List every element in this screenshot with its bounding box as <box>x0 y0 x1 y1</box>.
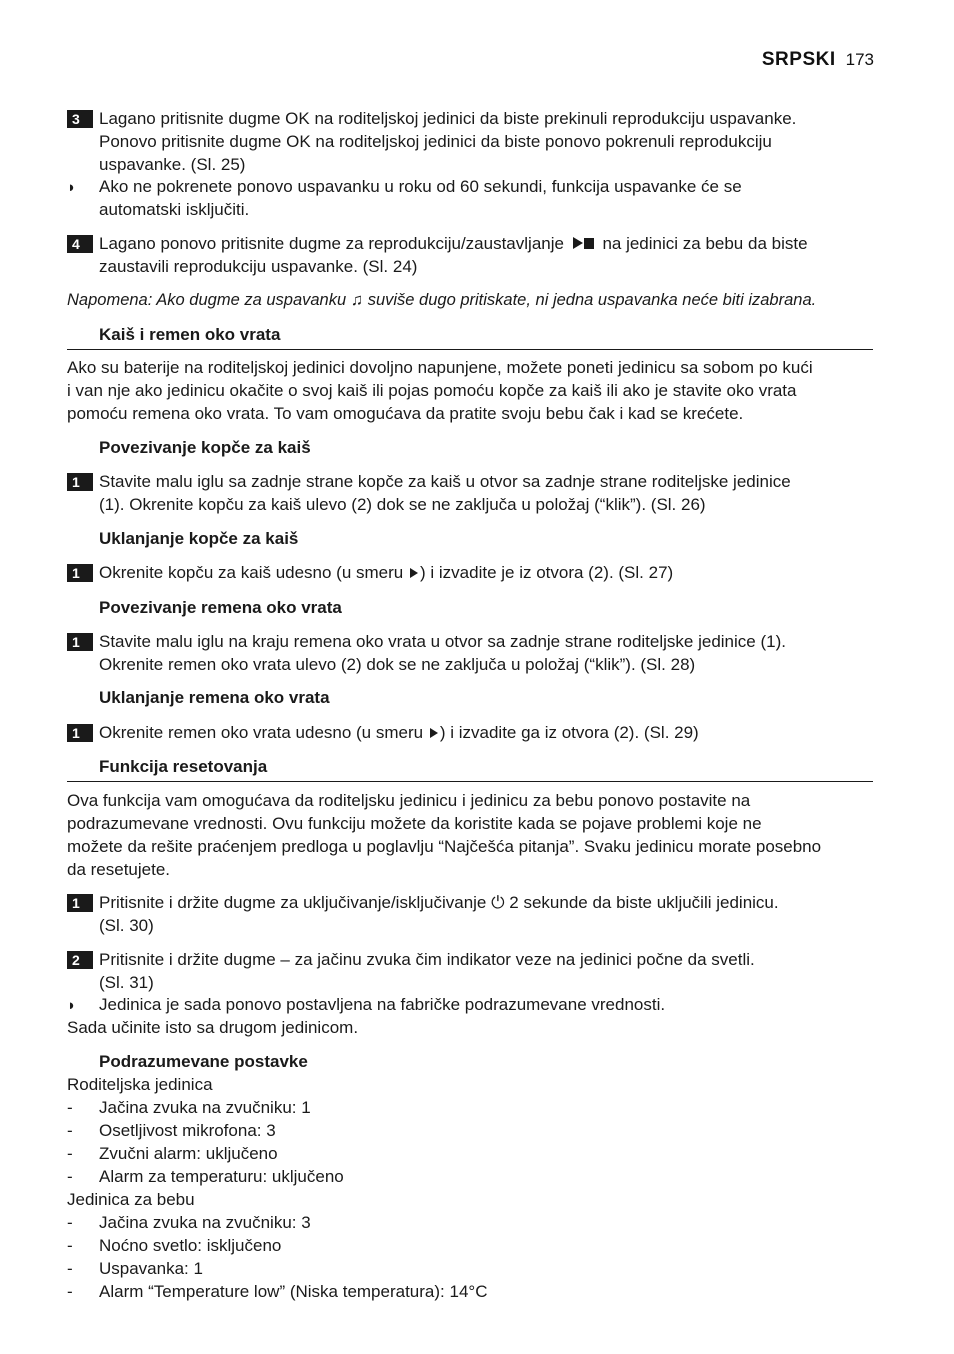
step-2 <box>67 948 905 994</box>
text-line <box>99 721 905 744</box>
list-item <box>67 1234 873 1257</box>
paragraph <box>67 356 873 425</box>
result-bullet <box>67 993 905 1016</box>
step-number: 1 <box>67 473 93 491</box>
dash-marker: - <box>67 1144 73 1163</box>
text-line: Ponovo pritisnite dugme OK na roditeljskoj jedinici da biste ponovo pokrenuli reprodukciju <box>99 132 772 151</box>
text-line: i van nje ako jedinicu okačite o svoj kaiš ili pojas pomoću kopče za kaiš ili ako je stavite oko vrata <box>67 381 797 400</box>
text-segment: na jedinici za bebu da biste <box>602 234 808 253</box>
text-line: pomoću remena oko vrata. To vam omogućava da pratite svoju bebu čak i kad se krećete. <box>67 404 744 423</box>
step-1 <box>67 470 905 516</box>
paragraph <box>67 789 873 881</box>
list-item-text: Noćno svetlo: isključeno <box>99 1236 282 1255</box>
list-item <box>67 1280 873 1303</box>
step-number: 1 <box>67 724 93 742</box>
text-line <box>99 561 905 584</box>
text-segment: ) i izvadite je iz otvora (2). (Sl. 27) <box>420 563 674 582</box>
text-segment: ) i izvadite ga iz otvora (2). (Sl. 29) <box>439 723 699 742</box>
play-icon <box>573 237 583 249</box>
list-item-text: Alarm za temperaturu: uključeno <box>99 1167 344 1186</box>
step-number: 1 <box>67 633 93 651</box>
subsection-heading: Uklanjanje remena oko vrata <box>99 688 330 707</box>
list-item-text: Jačina zvuka na zvučniku: 3 <box>99 1213 311 1232</box>
dash-marker: - <box>67 1282 73 1301</box>
subsection-heading: Podrazumevane postavke <box>99 1052 308 1071</box>
text-line <box>99 232 905 255</box>
list-item-text: Uspavanka: 1 <box>99 1259 203 1278</box>
step-1 <box>67 721 905 744</box>
dash-marker: - <box>67 1213 73 1232</box>
dash-marker: - <box>67 1167 73 1186</box>
arrow-right-icon <box>430 728 438 738</box>
step-1 <box>67 630 905 676</box>
dash-marker: - <box>67 1259 73 1278</box>
bullet-icon: ◗ <box>67 179 77 196</box>
text-segment: Okrenite remen oko vrata udesno (u smeru <box>99 723 424 742</box>
list-item <box>67 1142 873 1165</box>
step-3 <box>67 107 905 176</box>
list-item <box>67 1257 873 1280</box>
subsection-heading: Povezivanje kopče za kaiš <box>99 438 311 457</box>
paragraph: Sada učinite isto sa drugom jedinicom. <box>67 1018 359 1037</box>
section-heading: Funkcija resetovanja <box>67 755 873 782</box>
list-item <box>67 1165 873 1188</box>
text-line: Pritisnite i držite dugme – za jačinu zvuka čim indikator veze na jedinici počne da svetli. <box>99 950 755 969</box>
text-line: (1). Okrenite kopču za kaiš ulevo (2) dok se ne zaključa u položaj (“klik”). (Sl. 26) <box>99 495 706 514</box>
dash-marker: - <box>67 1236 73 1255</box>
text-segment: Lagano ponovo pritisnite dugme za reprodukciju/zaustavljanje <box>99 234 564 253</box>
text-line: Jedinica je sada ponovo postavljena na fabričke podrazumevane vrednosti. <box>99 995 666 1014</box>
step-number: 4 <box>67 235 93 253</box>
list-item-text: Alarm “Temperature low” (Niska temperatura): 14°C <box>99 1282 488 1301</box>
list-item <box>67 1119 873 1142</box>
text-line: Lagano pritisnite dugme OK na roditeljskoj jedinici da biste prekinuli reprodukciju uspavanke. <box>99 109 797 128</box>
text-line: možete da rešite praćenjem predloga u poglavlju “Najčešća pitanja”. Svaku jedinicu morate posebno <box>67 837 822 856</box>
page-header <box>762 49 874 71</box>
step-number: 1 <box>67 564 93 582</box>
bullet-icon: ◗ <box>67 997 77 1014</box>
subsection-heading: Povezivanje remena oko vrata <box>99 598 342 617</box>
stop-icon <box>584 238 594 249</box>
text-line: zaustavili reprodukciju uspavanke. (Sl. 24) <box>99 257 418 276</box>
section-heading: Kaiš i remen oko vrata <box>67 323 873 350</box>
defaults-list <box>67 1073 873 1303</box>
text-line: (Sl. 31) <box>99 973 154 992</box>
step-1 <box>67 561 905 584</box>
arrow-right-icon <box>410 568 418 578</box>
step-number: 2 <box>67 951 93 969</box>
dash-marker: - <box>67 1098 73 1117</box>
text-line: uspavanke. (Sl. 25) <box>99 155 246 174</box>
text-line: Stavite malu iglu na kraju remena oko vrata u otvor sa zadnje strane roditeljske jedinice (1). <box>99 632 786 651</box>
unit-label: Roditeljska jedinica <box>67 1075 213 1094</box>
language-label: SRPSKI <box>761 49 836 70</box>
text-line: automatski isključiti. <box>99 200 250 219</box>
text-line: (Sl. 30) <box>99 916 154 935</box>
text-line: Ako ne pokrenete ponovo uspavanku u roku od 60 sekundi, funkcija uspavanke će se <box>99 177 742 196</box>
unit-label: Jedinica za bebu <box>67 1190 195 1209</box>
text-line: Okrenite remen oko vrata ulevo (2) dok se ne zaključa u položaj (“klik”). (Sl. 28) <box>99 655 696 674</box>
list-item-text: Jačina zvuka na zvučniku: 1 <box>99 1098 311 1117</box>
page-number: 173 <box>845 50 874 69</box>
text-line: podrazumevane vrednosti. Ovu funkciju možete da koristite kada se pojave problemi koje ne <box>67 814 762 833</box>
step-number: 1 <box>67 894 93 912</box>
text-line: Ova funkcija vam omogućava da roditeljsku jedinicu i jedinicu za bebu ponovo postavite na <box>67 791 751 810</box>
text-segment: Okrenite kopču za kaiš udesno (u smeru <box>99 563 404 582</box>
text-line: Pritisnite i držite dugme za uključivanje/isključivanje ⏻ 2 sekunde da biste uključili jedinicu. <box>99 893 779 912</box>
step-1 <box>67 891 905 937</box>
list-item <box>67 1211 873 1234</box>
dash-marker: - <box>67 1121 73 1140</box>
list-item <box>67 1096 873 1119</box>
note: Napomena: Ako dugme za uspavanku ♫ suviše dugo pritiskate, ni jedna uspavanka neće biti izabrana. <box>67 291 817 309</box>
text-line: da resetujete. <box>67 860 171 879</box>
text-line: Stavite malu iglu sa zadnje strane kopče za kaiš u otvor sa zadnje strane roditeljske jedinice <box>99 472 791 491</box>
list-item-text: Zvučni alarm: uključeno <box>99 1144 278 1163</box>
subsection-heading: Uklanjanje kopče za kaiš <box>99 529 299 548</box>
result-bullet <box>67 175 905 221</box>
text-line: Ako su baterije na roditeljskoj jedinici dovoljno napunjene, možete poneti jedinicu sa sobom po kući <box>67 358 813 377</box>
step-4 <box>67 232 905 278</box>
list-item-text: Osetljivost mikrofona: 3 <box>99 1121 276 1140</box>
step-number: 3 <box>67 110 93 128</box>
